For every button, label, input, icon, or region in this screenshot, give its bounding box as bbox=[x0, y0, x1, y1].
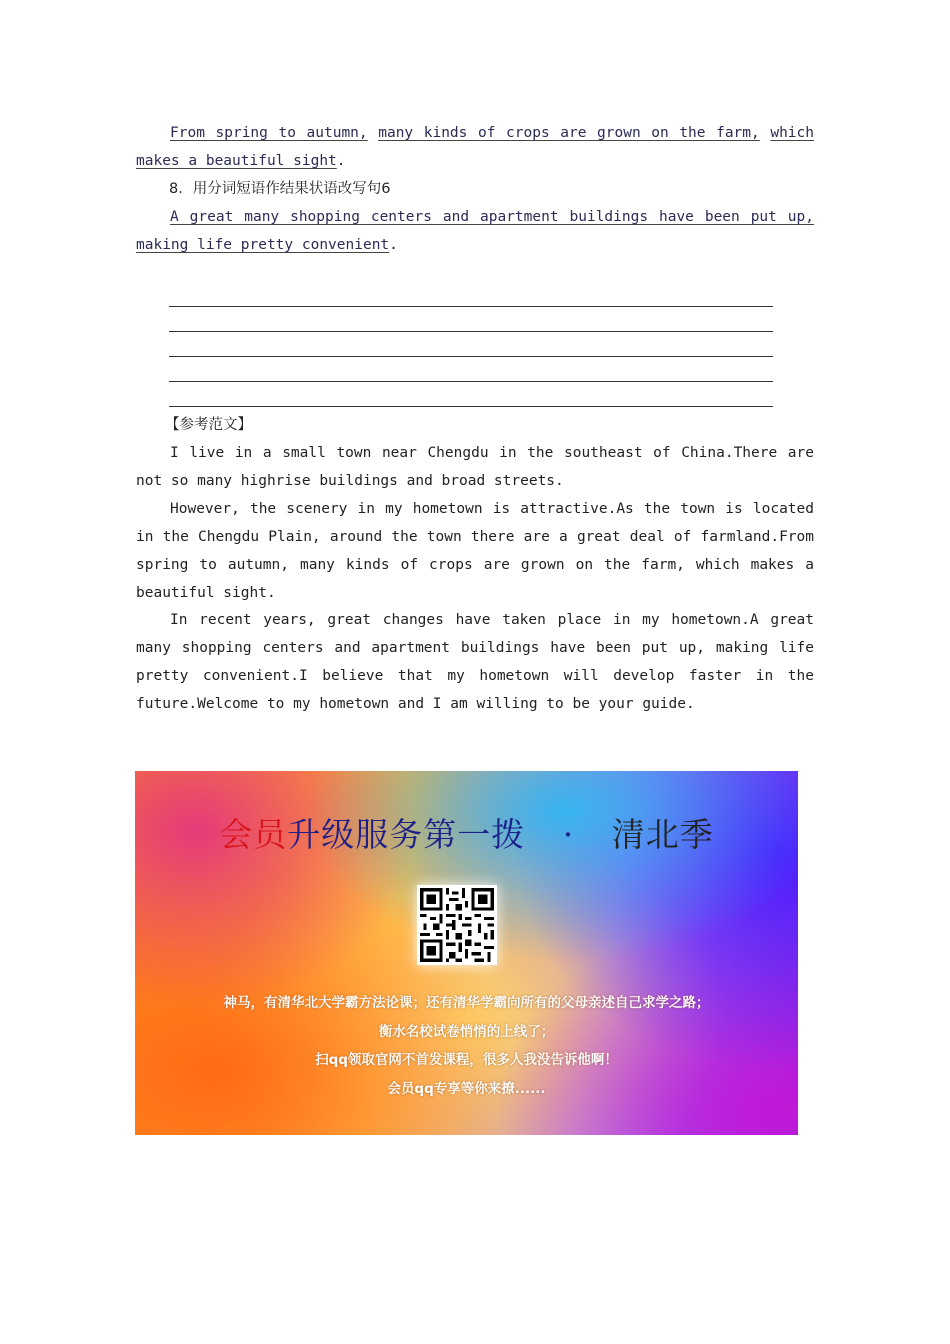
item8-answer-part1: A great many shopping centers and apartment buildings have been put up, bbox=[170, 209, 814, 225]
banner-title-member: 会员 bbox=[219, 815, 288, 854]
essay-paragraph-1: I live in a small town near Chengdu in the southeast of China.There are not so many highrise buildings and broad streets. bbox=[136, 445, 814, 489]
reference-heading: 【参考范文】 bbox=[165, 417, 252, 433]
answer-phrase-1: From spring to autumn, bbox=[170, 125, 368, 141]
writing-line-3[interactable] bbox=[169, 356, 773, 357]
writing-line-1[interactable] bbox=[169, 306, 773, 307]
essay-paragraph-3: In recent years, great changes have taken place in my hometown.A great many shopping centers and apartment buildings have been put up, making life pretty convenient.I believe that my hometown will develop faster in the future.Welcome to my hometown and I am willing to be your guide. bbox=[136, 612, 814, 712]
answer-end: . bbox=[336, 153, 346, 169]
item8-heading: 8．用分词短语作结果状语改写句6 bbox=[169, 181, 391, 197]
item8-answer-part2: making life pretty convenient bbox=[136, 237, 390, 253]
banner-title-upgrade: 升级服务第一拨 bbox=[287, 815, 526, 854]
essay-paragraph-2: However, the scenery in my hometown is attractive.As the town is located in the Chengdu Plain, around the town there are a great deal of farmland.From spring to autumn, many kinds of crops are grown on the farm, which makes a beautiful sight. bbox=[136, 501, 814, 601]
writing-line-2[interactable] bbox=[169, 331, 773, 332]
banner-line-1: 神马，有清华北大学霸方法论课；还有清华学霸向所有的父母亲述自己求学之路； bbox=[223, 995, 710, 1011]
banner-title-dot: · bbox=[562, 815, 575, 854]
banner-line-2: 衡水名校试卷悄悄的上线了； bbox=[378, 1024, 555, 1040]
answer-phrase-2: many kinds of crops are grown on the farm, bbox=[378, 125, 760, 141]
banner-line-3: 扫qq领取官网不首发课程，很多人我没告诉他啊！ bbox=[315, 1052, 618, 1068]
banner-title bbox=[135, 809, 798, 856]
writing-line-5[interactable] bbox=[169, 406, 773, 407]
promo-banner[interactable] bbox=[135, 771, 798, 1135]
banner-line-4: 会员qq专享等你来撩...... bbox=[387, 1081, 546, 1097]
item8-answer bbox=[136, 203, 814, 259]
qr-code-icon[interactable] bbox=[417, 885, 497, 965]
banner-title-season: 清北季 bbox=[611, 815, 714, 854]
item7-answer bbox=[136, 119, 814, 175]
item8-answer-end: . bbox=[389, 237, 398, 253]
answer-phrase-3: which makes a beautiful sight bbox=[136, 125, 814, 169]
writing-line-4[interactable] bbox=[169, 381, 773, 382]
